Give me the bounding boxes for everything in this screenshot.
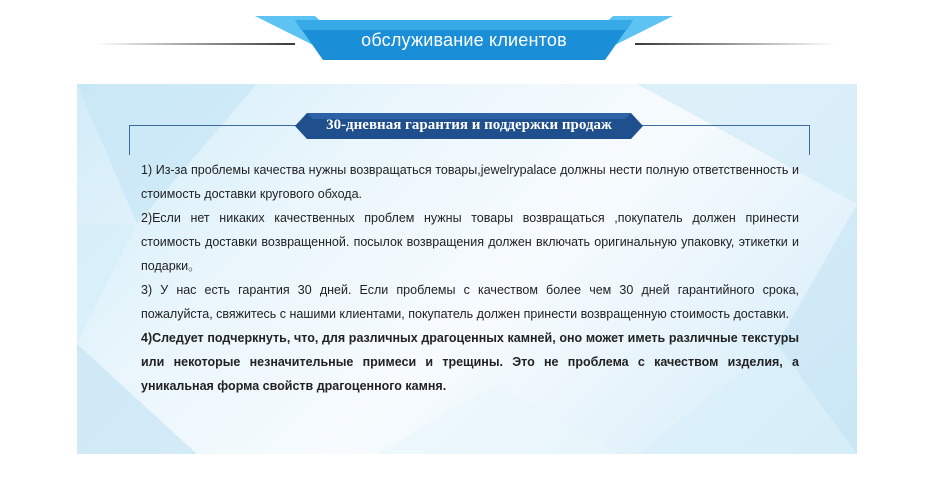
section-title: 30-дневная гарантия и поддержки продаж xyxy=(326,117,612,133)
section-banner xyxy=(295,113,643,139)
section-frame-right-edge xyxy=(809,125,810,155)
paragraph-2: 2)Если нет никаких качественных проблем нужны товары возвращаться ,покупатель должен принести стоимость доставки возвращенной. посылок возвращения должен включать оригинальную упаковку, этикетки и подарки。 xyxy=(141,211,799,273)
page-title: обслуживание клиентов xyxy=(361,30,567,50)
section-frame-left-edge xyxy=(129,125,130,155)
header-banner xyxy=(255,16,673,62)
paragraph-3: 3) У нас есть гарантия 30 дней. Если проблемы с качеством более чем 30 дней гарантийного срока, пожалуйста, свяжитесь с нашими клиентами, покупатель должен принести возвращенную стоимость доставки. xyxy=(141,283,799,321)
guarantee-text xyxy=(141,158,799,398)
paragraph-4-emphasis: 4)Следует подчеркнуть, что, для различных драгоценных камней, оно может иметь различные текстуры или некоторые незначительные примеси и трещины. Это не проблема с качеством изделия, а уникальная форма свойств драгоценного камня. xyxy=(141,331,799,393)
section-frame-right xyxy=(617,125,809,126)
info-panel xyxy=(77,84,857,454)
paragraph-1: 1) Из-за проблемы качества нужны возвращаться товары,jewelrypalace должны нести полную ответственность и стоимость доставки кругового обхода. xyxy=(141,163,799,201)
